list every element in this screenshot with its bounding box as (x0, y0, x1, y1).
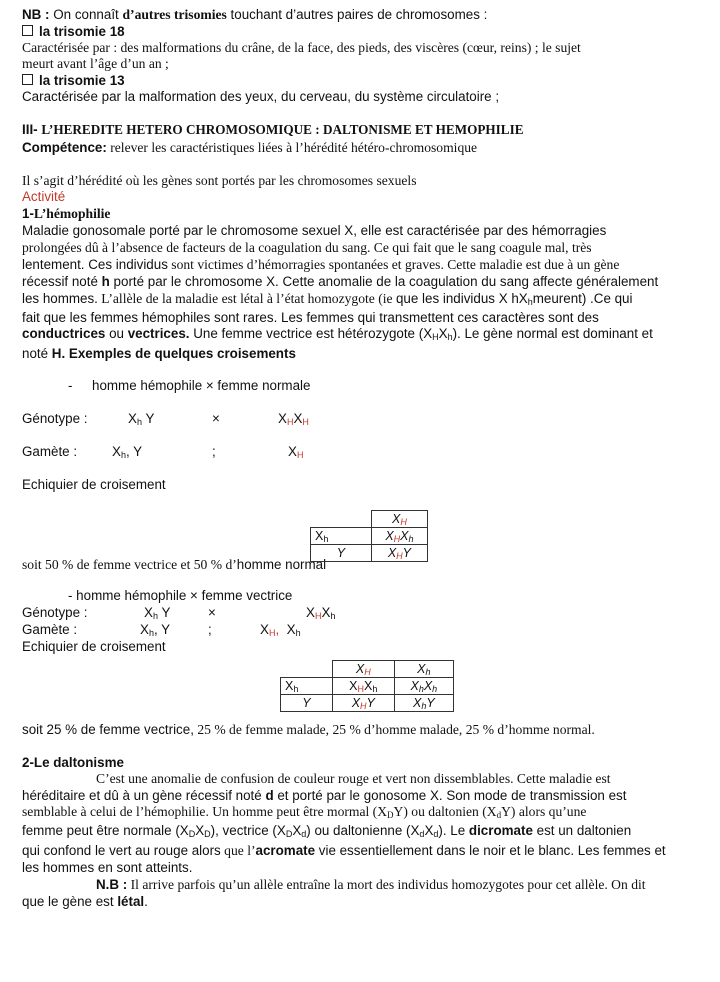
grid2-header-2 (394, 661, 453, 678)
letal-word: létal (117, 894, 145, 910)
grid1-cell-1 (371, 528, 427, 545)
d-l5d: vie essentiellement dans le noir et le blanc. Les femmes et (315, 843, 666, 859)
x-char: X (387, 545, 397, 560)
x-char: X (128, 410, 137, 426)
trisomie13-title (22, 73, 712, 89)
cross1-title-text: homme hémophile × femme normale (92, 377, 311, 393)
h-sub: h (372, 683, 378, 694)
nb-text: On connaît (49, 7, 123, 22)
gamete-male (112, 444, 142, 463)
checkbox-icon (22, 74, 33, 85)
y-char: Y (161, 605, 171, 621)
h-sub: H (364, 666, 371, 677)
x-char: X (412, 695, 422, 710)
grid2-cell-2 (394, 678, 453, 695)
d-l5a: qui confond le vert au rouge alors (22, 843, 221, 859)
p1-l7b: ou (105, 326, 128, 342)
grid1-cell-2 (371, 545, 427, 562)
x-char: X (351, 695, 361, 710)
semicolon: ; (208, 622, 212, 638)
d-l2b: d (265, 787, 274, 803)
gamete-female: $X_H$, $X_h$ (260, 622, 301, 639)
d-l4i: ) ou daltonienne (X (306, 823, 420, 839)
p1-line-7 (22, 326, 712, 345)
p1-l8a: noté (22, 345, 52, 361)
x-char: X (288, 443, 297, 459)
section3-number: III- (22, 122, 42, 138)
d-l2a: héréditaire et dû à un gène récessif noté (22, 787, 266, 803)
d-l3c: Y) ou daltonien (X (393, 803, 497, 819)
p1-l7h: ). Le gène normal est dominant et (452, 326, 653, 342)
h-sub: h (432, 683, 438, 694)
y-char: Y (161, 622, 171, 638)
gamete-label: Gamète : (22, 443, 78, 459)
p1-l7e: H (432, 332, 439, 343)
d-l3a: semblable à celui de l’hémophilie. Un homme peut être mormal (X (22, 803, 388, 819)
x-char: X (315, 528, 324, 543)
punnett-grid-2 (280, 660, 454, 712)
x-char: X (285, 678, 294, 693)
cross2-title-text: - homme hémophile × femme vectrice (68, 588, 293, 604)
y-char: Y (426, 695, 435, 710)
conductrices-word: conductrices (22, 326, 106, 342)
grid1-row2-header: Y (311, 545, 372, 562)
h-sub: h (148, 628, 154, 639)
x-char: X (286, 622, 296, 638)
d-l4g: X (292, 823, 302, 839)
trisomie18-desc-1: Caractérisée par : des malformations du crâne, de la face, des pieds, des viscères (cœur, reins) ; le sujet (22, 40, 581, 56)
x-char: X (260, 622, 269, 638)
h-sub: h (330, 611, 336, 622)
x-char: X (112, 443, 121, 459)
cross2-genotype (22, 605, 712, 622)
p1-line-6: fait que les femmes hémophiles sont rares. Les femmes qui transmettent ces caractères sont des (22, 310, 599, 326)
p1-l5a: les hommes. (22, 291, 98, 307)
echiquier-label-1: Echiquier de croisement (22, 476, 166, 492)
genotype-female (278, 411, 309, 430)
h1-number: 1- (22, 206, 34, 222)
section3-heading (22, 121, 712, 139)
d-l5b: que l’ (220, 843, 256, 859)
nb-line (22, 6, 712, 24)
d-line-3 (22, 804, 712, 823)
grid2-cell-1 (332, 678, 394, 695)
p1-l5c: que les individus X hX (395, 291, 528, 307)
p1-l7d: Une femme vectrice est hétérozygote (X (189, 326, 433, 342)
h-sub: h (120, 449, 126, 460)
d-l4b: D (188, 829, 196, 840)
x-char: X (293, 410, 303, 426)
result1-a: soit 50 % de femme vectrice et 50 % d’ (22, 557, 237, 573)
d-l4o: est un daltonien (532, 823, 632, 839)
h-sub: H (286, 416, 294, 427)
d-l4a: femme peut être normale (X (22, 823, 189, 839)
x-char: X (144, 605, 153, 621)
h1-title: L’hémophilie (33, 206, 111, 222)
d-l3d: d (496, 809, 502, 820)
d-line-6: les hommes en sont atteints. (22, 860, 193, 876)
y-char: Y (133, 443, 143, 459)
d-line-2 (22, 788, 712, 804)
daltonisme-heading: 2-Le daltonisme (22, 755, 124, 771)
h-sub: H (393, 533, 401, 544)
genotype-male (128, 411, 154, 430)
h-sub: H (296, 449, 304, 460)
exemples-title: H. Exemples de quelques croisements (51, 345, 296, 361)
h-sub: H (360, 700, 367, 711)
nb2-line-2 (22, 894, 712, 910)
h-sub: h (425, 666, 431, 677)
result1-b: homme normal (236, 557, 327, 573)
p1-l3b: sont victimes d’hémorragies spontanées et graves. Cette maladie est due à un gène (167, 256, 620, 272)
h-sub: h (408, 533, 414, 544)
h-sub: h (136, 416, 142, 427)
x-char: X (306, 605, 315, 621)
h-sub: H (268, 628, 276, 639)
x-char: X (385, 528, 394, 543)
p1-line-1: Maladie gonosomale porté par le chromosome sexuel X, elle est caractérisée par des hémorragies (22, 223, 607, 239)
p1-l5d: h (527, 297, 533, 308)
h-sub: h (323, 533, 329, 544)
d-l4k: X (424, 823, 434, 839)
nb2-label: N.B : (96, 877, 128, 893)
competence-label: Compétence: (22, 140, 107, 156)
vectrices-word: vectrices. (127, 326, 190, 342)
d-line-5 (22, 842, 712, 860)
trisomie13-label: la trisomie 13 (39, 72, 125, 88)
dash: - (68, 377, 73, 393)
x-char: X (355, 661, 365, 676)
d-l4h: d (301, 829, 307, 840)
d-l4j: d (419, 829, 425, 840)
p1-line-2: prolongées dû à l’absence de facteurs de la coagulation du sang. Ce qui fait que le sang coagule mal, très (22, 239, 592, 255)
intro-text: Il s’agit d’hérédité où les gènes sont portés par les chromosomes sexuels (22, 173, 417, 189)
d-l2c: et porté par le gonosome X. Son mode de transmission est (273, 787, 627, 803)
dicromate-word: dicromate (468, 823, 533, 839)
nb-text-end: touchant d’autres paires de chromosomes : (226, 7, 488, 22)
p1-line-4 (22, 274, 712, 290)
cross1-title (22, 378, 712, 395)
h-sub: H (314, 611, 322, 622)
document-page (22, 6, 712, 911)
genotype-label: Génotype : (22, 410, 88, 426)
h-sub: H (400, 516, 407, 527)
gamete-male (140, 622, 170, 641)
x-char: X (349, 678, 358, 693)
p1-line-3 (22, 256, 712, 274)
x-char: X (423, 678, 433, 693)
grid2-row2-header: Y (281, 695, 333, 712)
p1-l4c: porté par le chromosome X. Cette anomalie de la coagulation du sang affecte généralement (109, 273, 659, 289)
x-char: X (321, 605, 331, 621)
x-char: X (364, 678, 373, 693)
nb-bold: d’autres trisomies (122, 7, 227, 22)
d-l4f: D (285, 829, 293, 840)
d-l3b: D (387, 809, 394, 820)
h-sub: h (421, 700, 427, 711)
h-sub: h (418, 683, 424, 694)
nb2-l2a: que le gène est (22, 894, 118, 910)
semicolon: ; (212, 443, 216, 459)
x-char: X (140, 622, 149, 638)
activite-label: Activité (22, 189, 66, 205)
result2-a: soit 25 % de femme vectrice, (22, 722, 194, 738)
cross-sign: × (212, 410, 220, 426)
punnett-grid-1 (310, 510, 428, 562)
y-char: Y (145, 410, 155, 426)
nb2-text: Il arrive parfois qu’un allèle entraîne la mort des individus homozygotes pour cet allèle. On dit (127, 877, 646, 893)
d-l4e: ), vectrice (X (210, 823, 286, 839)
checkbox-icon (22, 25, 33, 36)
gamete-female (288, 444, 303, 463)
p1-l7g: h (447, 332, 453, 343)
trisomie18-desc-2: meurt avant l’âge d’un an ; (22, 56, 169, 72)
x-char: X (278, 410, 287, 426)
p1-l4b: h (101, 273, 110, 289)
grid2-row1-header (281, 678, 333, 695)
acromate-word: acromate (255, 843, 316, 859)
grid1-wrap (22, 493, 712, 563)
h-sub: h (293, 683, 299, 694)
p1-l5b: L’allèle de la maladie est létal à l’état homozygote (ie (97, 291, 396, 307)
d-l4d: D (204, 829, 211, 840)
p1-line-8 (22, 346, 712, 362)
x-char: X (417, 661, 426, 676)
comma: , (125, 443, 134, 459)
d-l3e: Y) alors qu’une (501, 803, 587, 819)
grid1-row1-header (311, 528, 372, 545)
p1-l7f: X (438, 326, 448, 342)
d-l4c: X (195, 823, 205, 839)
echiquier-label-2: Echiquier de croisement (22, 639, 166, 655)
h-sub: H (302, 416, 309, 427)
grid2-cell-3 (332, 695, 394, 712)
h-sub: h (295, 628, 301, 639)
grid2-header-1 (332, 661, 394, 678)
p1-l5e: meurent) .Ce qui (532, 291, 633, 307)
p1-l3a: lentement. Ces individus (22, 256, 168, 272)
x-char: X (391, 511, 401, 526)
y-char: Y (366, 695, 375, 710)
x-char: X (400, 528, 409, 543)
h-sub: h (152, 611, 158, 622)
d-line-4 (22, 823, 712, 842)
nb2-line (22, 876, 712, 894)
grid2-cell-4 (394, 695, 453, 712)
trisomie18-title (22, 24, 712, 40)
hemophilie-heading (22, 205, 712, 223)
competence-line (22, 139, 712, 157)
x-char: X (410, 678, 419, 693)
cross-sign: × (208, 605, 216, 621)
cross2-title (22, 588, 712, 605)
trisomie18-label: la trisomie 18 (39, 24, 125, 39)
trisomie13-desc: Caractérisée par la malformation des yeux, du cerveau, du système circulatoire ; (22, 88, 500, 104)
grid2-wrap (22, 655, 712, 725)
cross1-gamete (22, 444, 712, 461)
p1-line-5 (22, 290, 712, 310)
comma: , (153, 622, 162, 638)
nb-label: NB : (22, 7, 50, 22)
cross1-genotype (22, 411, 712, 428)
genotype-label: Génotype : (22, 605, 88, 621)
gamete-label: Gamète : (22, 622, 78, 638)
section3-title: L’HEREDITE HETERO CHROMOSOMIQUE : DALTONISME ET HEMOPHILIE (41, 122, 524, 138)
d-l4l: d (433, 829, 439, 840)
y-char: Y (402, 545, 411, 560)
competence-text: relever les caractéristiques liées à l’hérédité hétéro-chromosomique (106, 140, 478, 156)
h-sub: H (396, 550, 403, 561)
p1-l4a: récessif noté (22, 273, 102, 289)
result2-b: 25 % de femme malade, 25 % d’homme malade, 25 % d’homme normal. (193, 722, 595, 738)
cross2-gamete (22, 622, 712, 639)
d-line-1: C’est une anomalie de confusion de couleur rouge et vert non dissemblables. Cette maladie est (96, 771, 611, 787)
h-sub: H (357, 683, 365, 694)
d-l4m: ). Le (438, 823, 469, 839)
nb2-l2c: . (144, 894, 148, 910)
grid1-header (371, 511, 427, 528)
